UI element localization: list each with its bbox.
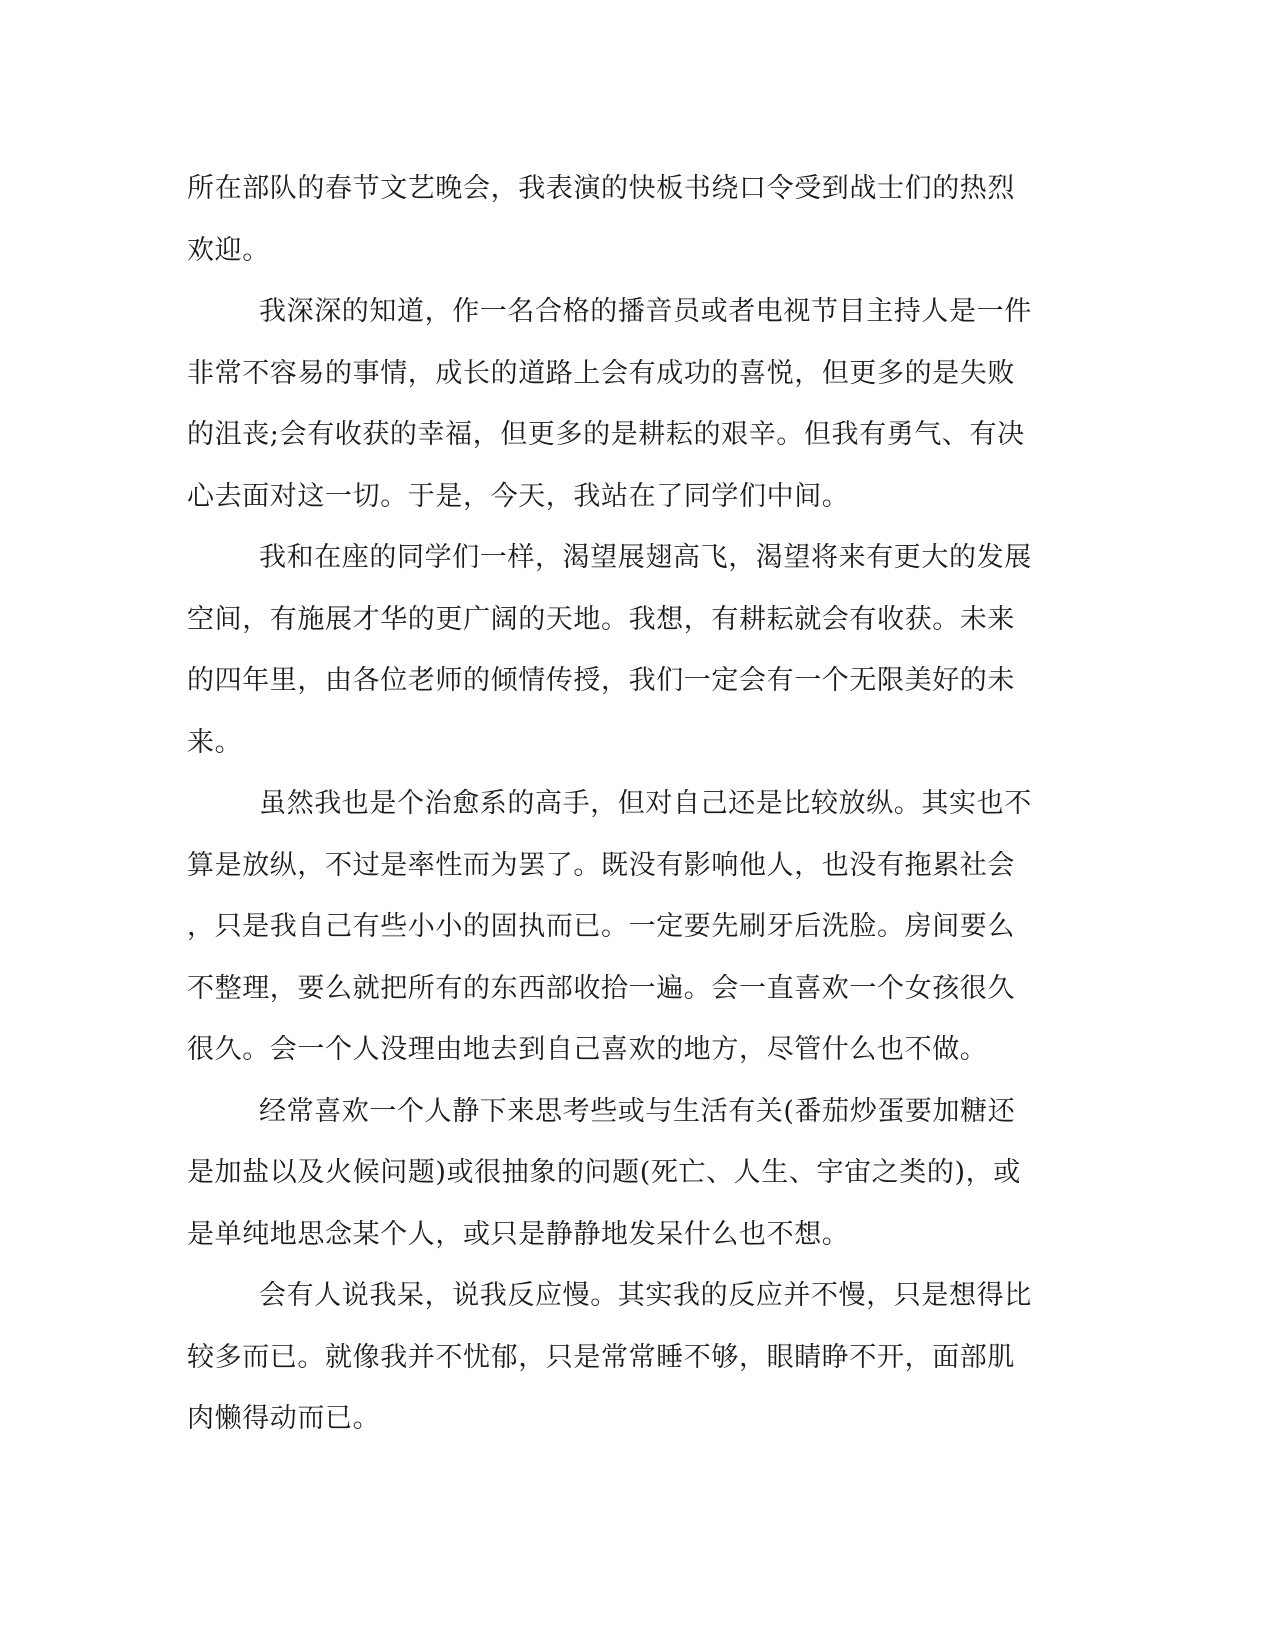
text-line: 空间，有施展才华的更广阔的天地。我想，有耕耘就会有收获。未来 bbox=[187, 603, 1015, 635]
paragraph bbox=[187, 527, 1067, 773]
text-line: 来。 bbox=[187, 726, 243, 758]
body-text bbox=[187, 158, 1067, 1450]
text-line: ，只是我自己有些小小的固执而已。一定要先刷牙后洗脸。房间要么 bbox=[187, 911, 1015, 942]
text-line: 是单纯地思念某个人，或只是静静地发呆什么也不想。 bbox=[187, 1218, 850, 1250]
text-line: 肉懒得动而已。 bbox=[187, 1403, 381, 1434]
text-line: 我和在座的同学们一样，渴望展翅高飞，渴望将来有更大的发展 bbox=[259, 542, 1032, 573]
text-line: 很久。会一个人没理由地去到自己喜欢的地方，尽管什么也不做。 bbox=[187, 1034, 988, 1065]
text-line: 较多而已。就像我并不忧郁，只是常常睡不够，眼睛睁不开，面部肌 bbox=[187, 1341, 1015, 1373]
text-line: 所在部队的春节文艺晚会，我表演的快板书绕口令受到战士们的热烈 bbox=[187, 173, 1015, 204]
text-line: 的沮丧;会有收获的幸福，但更多的是耕耘的艰辛。但我有勇气、有决 bbox=[187, 419, 1025, 450]
text-line: 会有人说我呆，说我反应慢。其实我的反应并不慢，只是想得比 bbox=[259, 1280, 1032, 1311]
text-line: 经常喜欢一个人静下来思考些或与生活有关(番茄炒蛋要加糖还 bbox=[259, 1095, 1016, 1127]
text-line: 心去面对这一切。于是，今天，我站在了同学们中间。 bbox=[187, 480, 850, 512]
text-line: 算是放纵，不过是率性而为罢了。既没有影响他人，也没有拖累社会 bbox=[187, 849, 1015, 881]
paragraph bbox=[187, 1081, 1067, 1266]
paragraph bbox=[187, 1265, 1067, 1450]
paragraph bbox=[187, 158, 1067, 281]
text-line: 我深深的知道，作一名合格的播音员或者电视节目主持人是一件 bbox=[259, 296, 1032, 327]
text-line: 是加盐以及火候问题)或很抽象的问题(死亡、人生、宇宙之类的)，或 bbox=[187, 1157, 1021, 1188]
text-line: 不整理，要么就把所有的东西部收拾一遍。会一直喜欢一个女孩很久 bbox=[187, 972, 1015, 1004]
paragraph bbox=[187, 281, 1067, 527]
text-line: 欢迎。 bbox=[187, 234, 270, 266]
text-line: 虽然我也是个治愈系的高手，但对自己还是比较放纵。其实也不 bbox=[259, 788, 1032, 819]
text-line: 的四年里，由各位老师的倾情传授，我们一定会有一个无限美好的未 bbox=[187, 665, 1015, 696]
text-line: 非常不容易的事情，成长的道路上会有成功的喜悦，但更多的是失败 bbox=[187, 357, 1015, 389]
paragraph bbox=[187, 773, 1067, 1081]
